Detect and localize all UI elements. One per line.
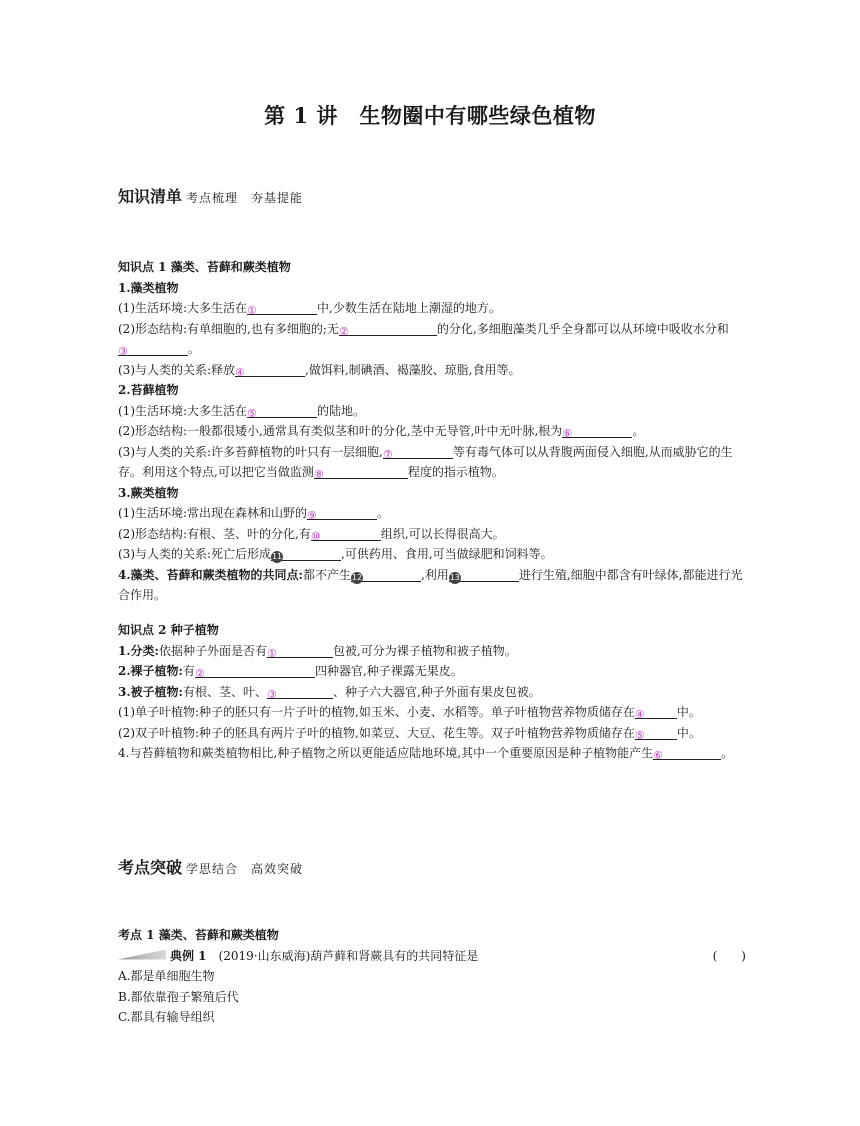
answer-blank[interactable]: ② [339, 321, 437, 336]
question-stem: (2019·山东威海)葫芦藓和肾蕨具有的共同特征是 [218, 948, 479, 963]
answer-blank[interactable] [351, 567, 421, 582]
text-line: (2)形态结构:一般都很矮小,通常具有类似茎和叶的分化,茎中无导管,叶中无叶脉,根为⑥ 。 [118, 424, 645, 440]
answer-blank[interactable]: ⑦ [383, 444, 453, 459]
knowledge-point-title: 知识点 1 藻类、苔藓和蕨类植物 [118, 260, 291, 274]
section-heading-sub: 考点梳理 夯基提能 [186, 191, 304, 205]
text-line: 3.被子植物:有根、茎、叶、③ 、种子六大器官,种子外面有果皮包被。 [118, 684, 541, 701]
example-question [118, 946, 746, 967]
section-heading-main: 考点突破 [118, 858, 183, 877]
answer-blank[interactable]: ⑥ [653, 745, 721, 760]
page-title: 第 1 讲 生物圈中有哪些绿色植物 [264, 103, 596, 128]
answer-blank[interactable]: ④ [635, 704, 677, 719]
answer-blank[interactable]: ⑤ [247, 403, 317, 418]
subheading-algae: 1.藻类植物 [118, 280, 179, 295]
text-line: (3)与人类的关系:死亡后形成11 ,可供药用、食用,可当做绿肥和饲料等。 [118, 547, 553, 561]
text-line: (2)形态结构:有单细胞的,也有多细胞的;无② 的分化,多细胞藻类几乎全身都可以从环境中吸收水分和③ 。 [118, 321, 729, 358]
answer-blank[interactable]: ① [267, 643, 333, 658]
text-line: (1)单子叶植物:种子的胚只有一片子叶的植物,如玉米、小麦、水稻等。单子叶植物营养物质储存在④ 中。 [118, 705, 701, 721]
knowledge-point-2 [118, 620, 746, 764]
circled-number-11: 11 [271, 552, 283, 561]
text-line: 2.裸子植物:有② 四种器官,种子裸露无果皮。 [118, 664, 463, 680]
text-line: (1)生活环境:大多生活在① 中,少数生活在陆地上潮湿的地方。 [118, 301, 501, 317]
section-heading-main: 知识清单 [118, 187, 183, 206]
circled-number-12: 12 [351, 572, 363, 582]
text-line: (3)与人类的关系:释放④ ,做饵料,制碘酒、褐藻胶、琼脂,食用等。 [118, 362, 521, 379]
subheading-fern: 3.蕨类植物 [118, 485, 179, 500]
answer-paren[interactable]: ( ) [712, 948, 746, 963]
answer-blank[interactable]: ⑩ [311, 526, 381, 541]
answer-blank[interactable]: ⑧ [314, 464, 408, 479]
text-line: (2)双子叶植物:种子的胚具有两片子叶的植物,如菜豆、大豆、花生等。双子叶植物营养物质储存在⑤ 中。 [118, 725, 701, 742]
knowledge-point-title: 知识点 2 种子植物 [118, 623, 219, 637]
knowledge-point-1 [118, 257, 746, 606]
text-line: (2)形态结构:有根、茎、叶的分化,有⑩ 组织,可以长得很高大。 [118, 526, 505, 543]
text-line: (1)生活环境:大多生活在⑤ 的陆地。 [118, 403, 366, 420]
answer-blank[interactable]: ⑤ [635, 725, 677, 740]
answer-blank[interactable]: ④ [235, 362, 305, 377]
answer-blank[interactable] [449, 567, 519, 582]
text-line: 1.分类:依据种子外面是否有① 包被,可分为裸子植物和被子植物。 [118, 643, 517, 660]
exam-point-1 [118, 925, 746, 1028]
section-heading-exam-points [118, 855, 303, 878]
answer-blank[interactable]: ③ [118, 341, 188, 356]
answer-blank[interactable]: ⑥ [562, 423, 632, 438]
option-c[interactable]: C.都具有输导组织 [118, 1010, 215, 1024]
circled-number-13: 13 [449, 572, 460, 582]
option-a[interactable]: A.都是单细胞生物 [118, 969, 215, 983]
answer-blank[interactable]: ② [195, 663, 315, 678]
exam-point-title: 考点 1 藻类、苔藓和蕨类植物 [118, 928, 279, 942]
example-flag-icon [118, 950, 166, 960]
text-line: 4.与苔藓植物和蕨类植物相比,种子植物之所以更能适应陆地环境,其中一个重要原因是种子植物能产生⑥ 。 [118, 746, 734, 762]
example-label: 典例 1 [170, 948, 207, 963]
text-line: (3)与人类的关系:许多苔藓植物的叶只有一层细胞,⑦ 等有毒气体可以从背腹两面侵入细胞,从而威胁它的生存。利用这个特点,可以把它当做监测⑧ 程度的指示植物。 [118, 444, 733, 481]
option-b[interactable]: B.都依靠孢子繁殖后代 [118, 989, 239, 1004]
text-line: 4.藻类、苔藓和蕨类植物的共同点:都不产生12 ,利用13 进行生殖,细胞中都含有叶绿体,都能进行光合作用。 [118, 567, 743, 602]
section-heading-knowledge-list [118, 184, 303, 207]
text-line: (1)生活环境:常出现在森林和山野的⑨ 。 [118, 506, 390, 522]
answer-blank[interactable]: ③ [267, 684, 333, 699]
section-heading-sub: 学思结合 高效突破 [186, 862, 304, 876]
subheading-moss: 2.苔藓植物 [118, 383, 179, 397]
answer-blank[interactable]: ⑨ [307, 505, 377, 520]
answer-blank[interactable]: ① [247, 300, 317, 315]
answer-blank[interactable] [271, 546, 341, 561]
